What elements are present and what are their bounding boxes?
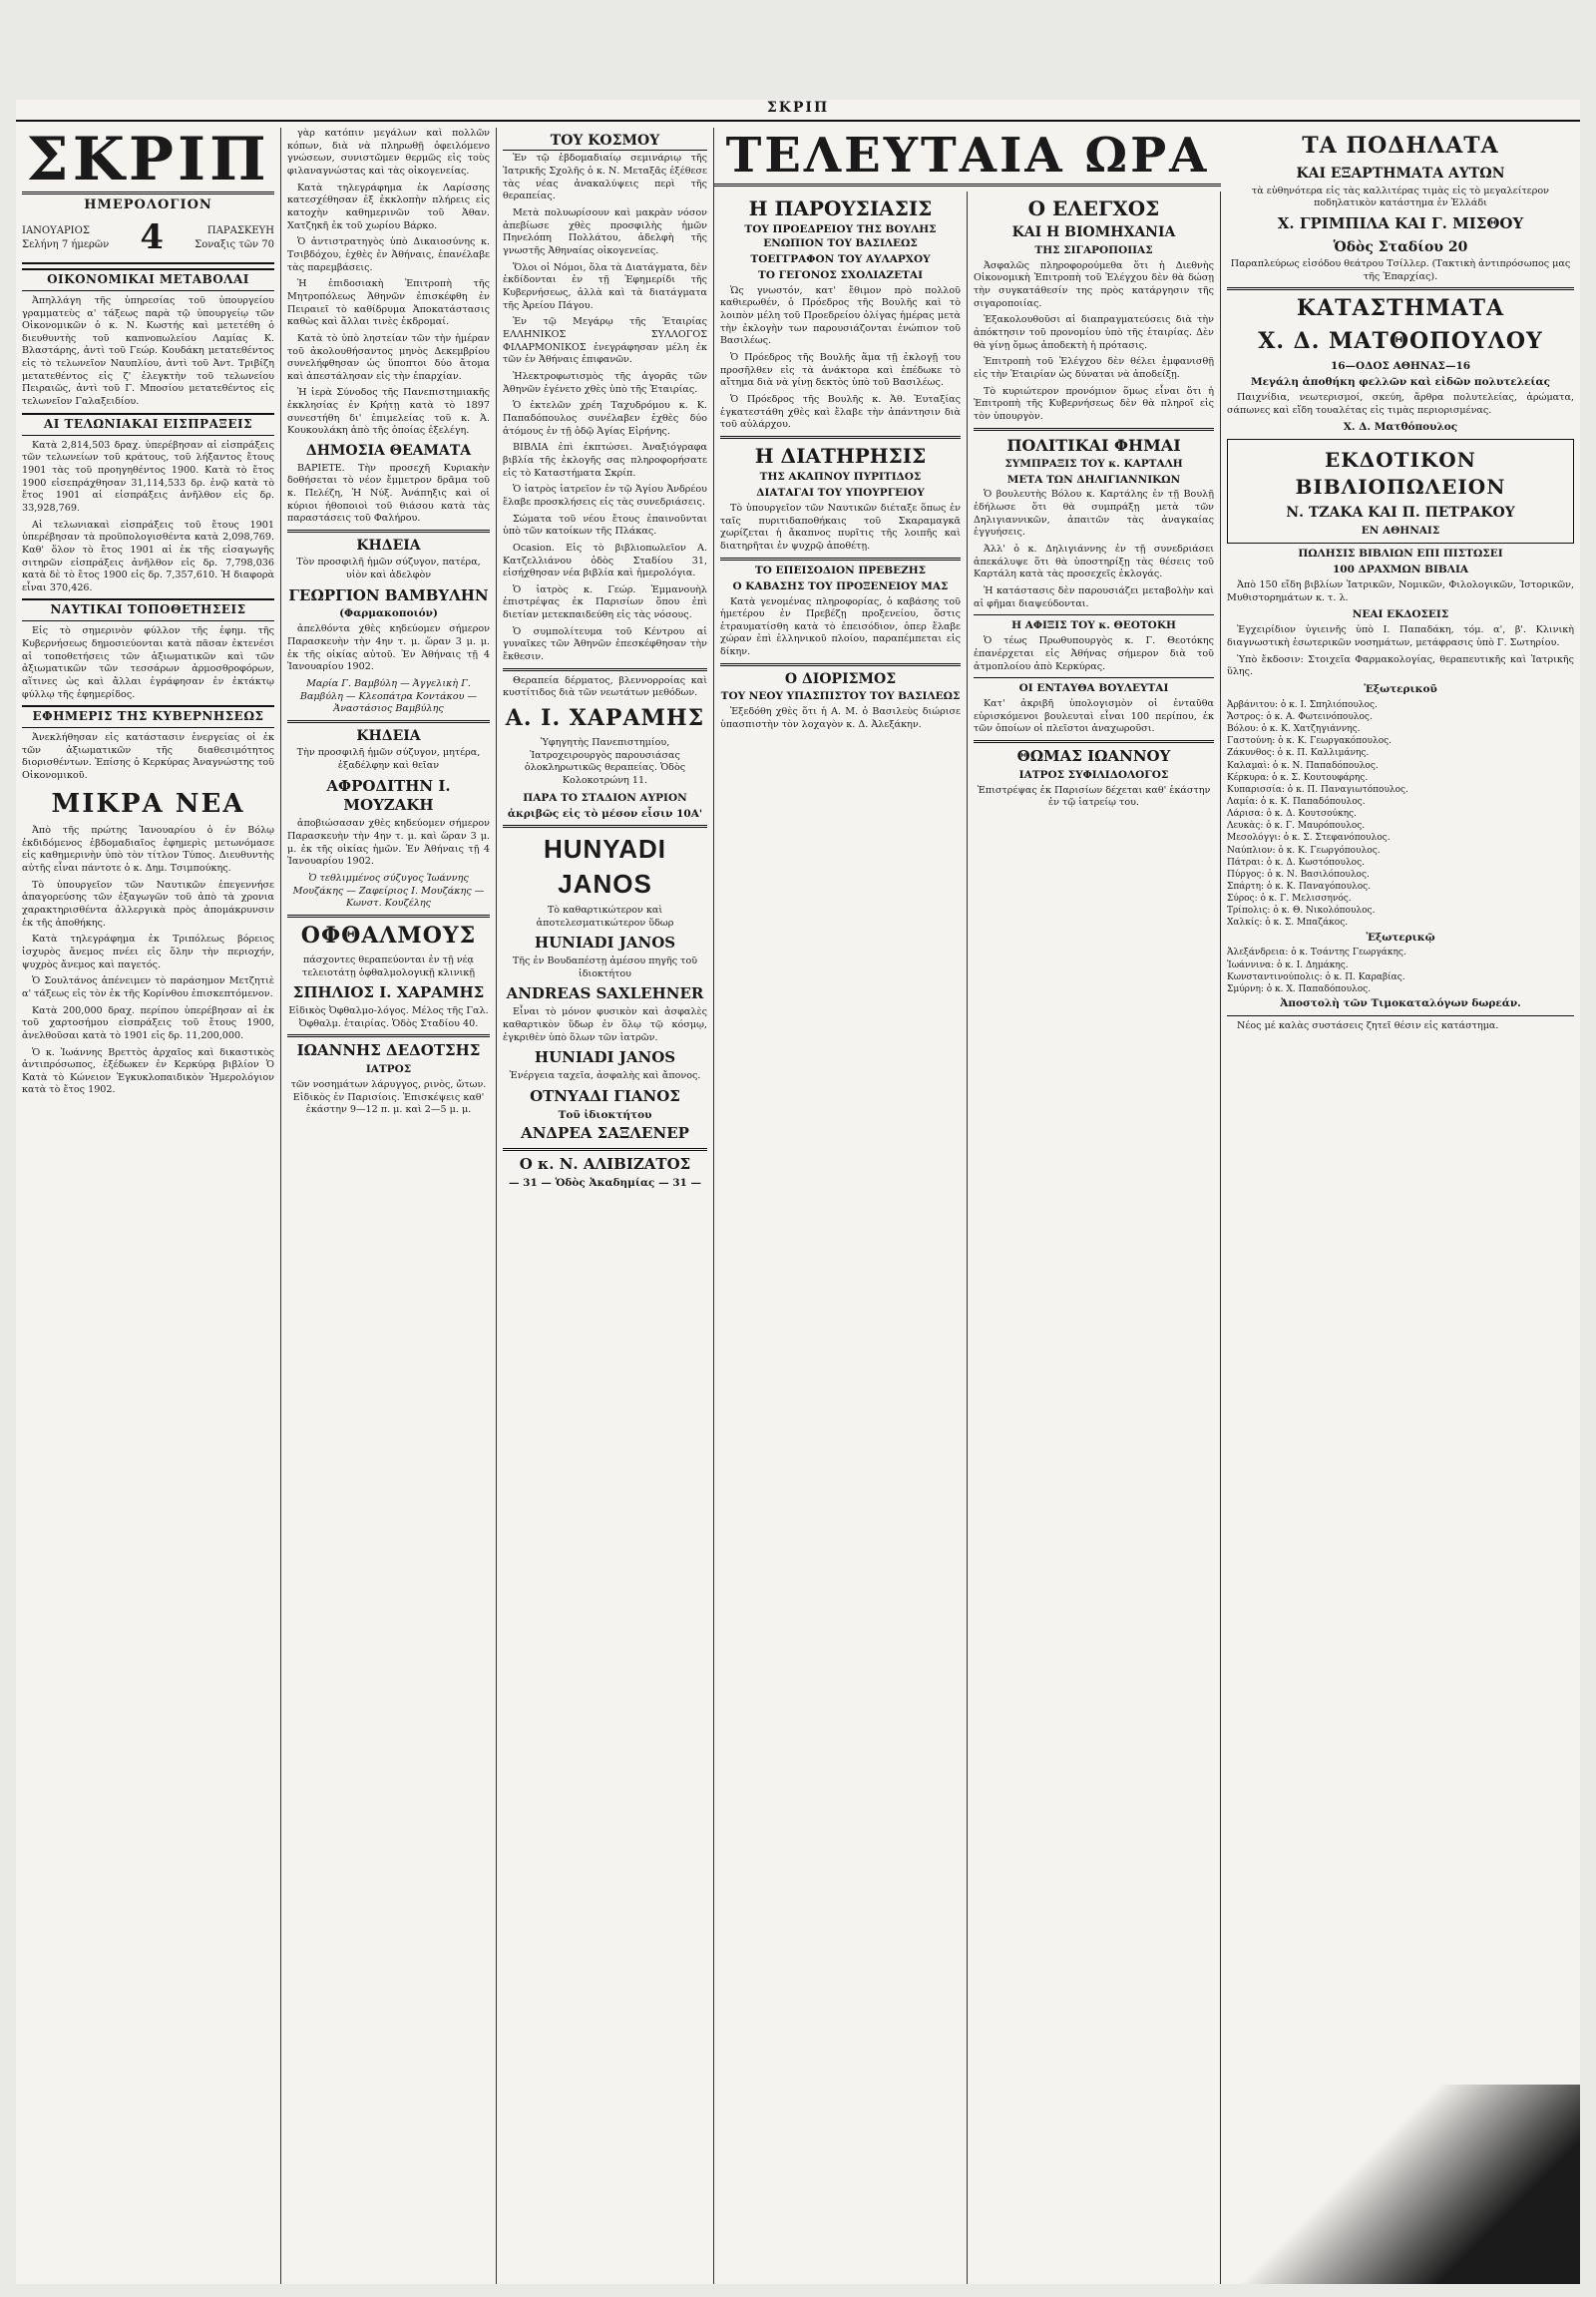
ad-name: ΙΩΑΝΝΗΣ ΔΕΔΟΤΣΗΣ: [296, 1041, 481, 1060]
ad-address: Ὁδὸς Σταδίου 20: [1333, 238, 1468, 255]
list-item: Χαλκίς: ὁ κ. Σ. Μπαζάκος.: [1227, 918, 1349, 929]
funeral-family: Μαρία Γ. Βαμβύλη — Ἀγγελικὴ Γ. Βαμβύλη — Κλεοπάτρα Κοντάκου — Ἀναστάσιος Βαμβύλης: [299, 677, 478, 715]
section-heading-large: ΜΙΚΡΑ ΝΕΑ: [51, 788, 245, 819]
article-paragraph: Ocasion. Εἰς τὸ βιβλιοπωλεῖον Α. Κατζελλιάνου ὁδὸς Σταδίου 31, εἰσήχθησαν νέα βιβλία καὶ ἡμερολόγια.: [503, 542, 707, 579]
ad-subtitle: Μεγάλη ἀποθήκη φελλῶν καὶ εἰδῶν πολυτελείας: [1251, 376, 1550, 389]
article-paragraph: Ἡ κατάστασις δὲν παρουσιάζει μεταβολὴν καὶ αἱ φῆμαι διαψεύδονται.: [974, 585, 1214, 609]
article-paragraph: Ἐξακολουθοῦσι αἱ διαπραγματεύσεις διὰ τὴν ἀπόκτησιν τοῦ προνομίου ὑπὸ τῆς ἑταιρίας. Δὲν θὰ γίνῃ ὅμως ἀποδεκτὴ ἡ πρότασις.: [974, 314, 1214, 351]
ad-address: — 31 — Ὁδὸς Ἀκαδημίας — 31 —: [509, 1176, 701, 1189]
ad-text: τὰ εὐθηνότερα εἰς τὰς καλλιτέρας τιμὰς εἰς τὸ μεγαλείτερον ποδηλατικὸν κατάστημα ἐν Ἑλλάδι: [1251, 185, 1550, 209]
calendar-month: ΙΑΝΟΥΑΡΙΟΣ: [22, 225, 90, 237]
ad-heading: ΕΚΔΟΤΙΚΟΝ ΒΙΒΛΙΟΠΩΛΕΙΟΝ: [1295, 448, 1506, 499]
article-paragraph: Κατὰ τηλεγράφημα ἐκ Λαρίσσης κατεσχέθησαν ἐξ ἐκκλοπὴν πλήρεις εἰς κατοχὴν καθημερινῶν τοῦ Ἀθαν. Χατζηκῆ ἐκ τοῦ χωρίου Βάρκο.: [287, 182, 490, 231]
list-item: Βόλου: ὁ κ. Κ. Χατζηγιάννης.: [1227, 724, 1361, 735]
article-paragraph: Ὁ ἰατρὸς ἰατρεῖον ἐν τῷ Ἁγίου Ἀνδρέου ἔλαβε προσκλήσεις εἰς τὰς συνεδριάσεις.: [503, 484, 707, 508]
calendar-row: [22, 213, 274, 264]
ad-subheading: ΠΩΛΗΣΙΣ ΒΙΒΛΙΩΝ ΕΠΙ ΠΙΣΤΩΣΕΙ: [1298, 548, 1503, 561]
article-paragraph: Ἀπὸ τῆς πρώτης Ἰανουαρίου ὁ ἐν Βόλῳ ἐκδιδόμενος ἐβδομαδιαῖος ἐφημερὶς μετωνόμασε εἰς καθημερινὴν ὑπὸ τὸν τίτλον Τύπος. Διευθυντὴς αὐτῆς εἶναι πάντοτε ὁ κ. Δημ. Τσιμπούκης.: [22, 825, 274, 874]
scan-shadow: [1211, 2085, 1580, 2284]
article-paragraph: Ὁ Πρόεδρος τῆς Βουλῆς κ. Ἀθ. Ἐυταξίας ἐγκατεστάθη χθὲς καὶ ἔλαβε τὴν ἀπάντησιν διὰ τοῦ αὐλάρχου.: [720, 394, 961, 431]
column-6: [1221, 128, 1580, 2284]
list-item: Πάτραι: ὁ κ. Δ. Κωστόπουλος.: [1227, 857, 1365, 868]
article-paragraph: Ὁ ἀντιστρατηγὸς ὑπὸ Δικαιοσύνης κ. Τσιβδόχου, ἐχθὲς ἐν Ἀθήναις, ἐπανέλαβε τὰς παρεμβάσεις.: [287, 236, 490, 273]
list-item: Λάρισα: ὁ κ. Δ. Κουτσούκης.: [1227, 809, 1357, 820]
ad-name: ΟΤΝΥΑΔΙ ΓΙΑΝΟΣ: [530, 1086, 680, 1105]
ad-address: 16—ΟΔΟΣ ΑΘΗΝΑΣ—16: [1330, 360, 1471, 373]
ad-subheading: ΚΑΙ ΕΞΑΡΤΗΜΑΤΑ ΑΥΤΩΝ: [1296, 166, 1505, 183]
list-item: Κωνσταντινούπολις: ὁ κ. Π. Καραβίας.: [1227, 971, 1405, 982]
funeral-text: ἀποβιώσασαν χθὲς κηδεύομεν σήμερον Παρασκευὴν τὴν 4ην τ. μ. καὶ ὥραν 3 μ. μ. ἐκ τῆς οἰκίας ἡμῶν. Ἐν Ἀθήναις τῇ 4 Ἰανουαρίου 1902.: [287, 818, 490, 868]
column-5: [968, 191, 1221, 2284]
ad-name: Α. Ι. ΧΑΡΑΜΗΣ: [505, 705, 705, 732]
ad-subtitle: Τοῦ ἰδιοκτήτου: [558, 1108, 652, 1121]
ad-subtitle: ΙΑΤΡΟΣ ΣΥΦΙΛΙΔΟΛΟΓΟΣ: [1018, 768, 1169, 781]
section-subheading: ΤΗΣ ΣΙΓΑΡΟΠΟΙΙΑΣ: [1034, 243, 1153, 256]
ad-subheading: 100 ΔΡΑΧΜΩΝ ΒΙΒΛΙΑ: [1333, 564, 1468, 576]
article-paragraph: γὰρ κατόπιν μεγάλων καὶ πολλῶν κόπων, διὰ νὰ πληρωθῇ ὀφειλόμενο γνώσεων, συνιστῶμεν θερμῶς εἰς τοὺς φιλαναγνώστας καὶ τὰς οἰκογενείας.: [287, 128, 490, 177]
list-item: Λαμία: ὁ κ. Κ. Παπαδόπουλος.: [1227, 796, 1366, 807]
ad-name: Ν. ΤΖΑΚΑ ΚΑΙ Π. ΠΕΤΡΑΚΟΥ: [1286, 505, 1515, 522]
article-paragraph: Ἀπηλλάγη τῆς ὑπηρεσίας τοῦ ὑπουργείου γραμματεὺς α' τάξεως παρὰ τῷ ὑπουργείῳ τῶν Οἰκονομικῶν ὁ κ. Ν. Κωστής καὶ μετετέθη ὁ διευθυντὴς τοῦ καπνοπωλείου Λαμίας Κ. Βλαστάρης, ἀντὶ τοῦ Γεώρ. Κουδάκη μετατεθέντος εἰς τὸ τελωνεῖον Ναυπλίου, ἀντὶ τοῦ Ἀντ. Τριβίζη μετατεθέντος εἰς ζ' ἐλεγκτὴν τοῦ τελωνείου Πειραιῶς, ἀντὶ τοῦ Γ. Μποσίου μετατεθέντος εἰς τελωνεῖον Γαλαξειδίου.: [22, 294, 274, 408]
section-subheading: Ο ΚΑΒΑΣΗΣ ΤΟΥ ΠΡΟΞΕΝΕΙΟΥ ΜΑΣ: [732, 579, 949, 592]
list-item: Πύργος: ὁ κ. Ν. Βασιλόπουλος.: [1227, 869, 1370, 880]
ad-text: πάσχοντες θεραπεύονται ἐν τῇ νέᾳ τελειοτάτῃ ὀφθαλμολογικῇ κλινικῇ: [302, 954, 475, 978]
funeral-name: ΑΦΡΟΔΙΤΗΝ Ι. ΜΟΥΖΑΚΗ: [326, 776, 451, 815]
ad-heading: HUNYADI JANOS: [543, 834, 667, 899]
agents-heading: Ἐξωτερικῷ: [1366, 931, 1435, 944]
article-paragraph: Εἰς τὸ σημερινὸν φύλλον τῆς ἐφημ. τῆς Κυβερνήσεως δημοσιεύονται κατὰ πᾶσαν ἐκτενέσι αἱ τοποθετήσεις τῶν ἀξιωματικῶν καὶ τῶν ἀξιωματικῶν τῶν τεσσάρων ἀρμοσθροφόρων, αἵτινες ὡς καὶ ἄλλαι ἐγράφησαν ἐν ἐκτάκτῳ φύλλῳ τῆς ἐφημερίδος.: [22, 625, 274, 700]
list-item: Σύρος: ὁ κ. Γ. Μελισσηνός.: [1227, 894, 1352, 905]
agents-heading: Ἐξωτερικοῦ: [1364, 682, 1437, 695]
article-paragraph: Ὅλοι οἱ Νόμοι, ὅλα τὰ Διατάγματα, δὲν ἐκδίδονται ἐν τῇ Ἐφημερίδι τῆς Κυβερνήσεως, ἀλλὰ καὶ τὰ διατάγματα τῆς Ἀρείου Πάγου.: [503, 261, 707, 311]
ad-text: Παραπλεύρως εἰσόδου θεάτρου Τσίλλερ. (Τακτικὴ ἀντιπρόσωπος μας τῆς Ἐπαρχίας).: [1230, 258, 1571, 282]
section-subheading: ΚΑΙ Η ΒΙΟΜΗΧΑΝΙΑ: [1011, 224, 1176, 241]
article-paragraph: Ἠλεκτροφωτισμὸς τῆς ἀγορᾶς τῶν Ἀθηνῶν ἐγένετο χθὲς ὑπὸ τῆς Ἑταιρίας.: [503, 370, 707, 395]
list-item: Ἰωάννινα: ὁ κ. Ι. Δημάκης.: [1227, 959, 1349, 970]
article-paragraph: Ἐν τῷ ἑβδομαδιαίῳ σεμινάριῳ τῆς Ἰατρικῆς Σχολῆς ὁ κ. Ν. Μεταξᾶς ἐξέθεσε τὰς νέας ἀνακαλύψεις περὶ τῆς θεραπείας.: [503, 153, 707, 202]
ad-heading: ΤΑ ΠΟΔΗΛΑΤΑ: [1302, 133, 1499, 159]
article-paragraph: Κατὰ γενομένας πληροφορίας, ὁ καβάσης τοῦ ἡμετέρου ἐν Πρεβέζῃ προξενείου, ὅστις ἐτραυματίσθη κατὰ τὸ ἐπεισόδιον, ὁπερ ἔλαβε χώραν ἐπὶ ἑλληνικοῦ πλοίου, παραπέμπεται εἰς δίκην.: [720, 595, 961, 658]
article-paragraph: Ὡς γνωστόν, κατ' ἔθιμον πρὸ πολλοῦ καθιερωθέν, ὁ Πρόεδρος τῆς Βουλῆς καὶ τὸ λοιπὸν μέλη τοῦ Προεδρείου ὀλίγας ἡμέρας μετὰ τὴν ἐκλογὴν των παρουσιάζονται ἐνώπιον τοῦ Βασιλέως.: [720, 284, 961, 347]
article-paragraph: Σώματα τοῦ νέου ἔτους ἐπαινοῦνται ὑπὸ τῶν κατοίκων τῆς Πλάκας.: [503, 513, 707, 538]
funeral-heading: ΚΗΔΕΙΑ: [356, 537, 421, 554]
section-subheading: ΜΕΤΑ ΤΩΝ ΔΗΛΙΓΙΑΝΝΙΚΩΝ: [1006, 473, 1181, 486]
article-paragraph: Τὸ κυριώτερον προνόμιον ὅμως εἶναι ὅτι ἡ Ἐπιτροπὴ τῆς Κυβερνήσεως δὲν θὰ πληροῖ εἰς τὸν ὑπουργὸν.: [974, 385, 1214, 422]
list-item: Σμύρνη: ὁ κ. Χ. Παπαδόπουλος.: [1227, 983, 1372, 994]
teleftaia-ora-banner: ΤΕΛΕΥΤΑΙΑ ΩΡΑ: [714, 128, 1221, 187]
section-heading: ΝΑΥΤΙΚΑΙ ΤΟΠΟΘΕΤΗΣΕΙΣ: [22, 598, 274, 621]
section-heading: Ο ΕΛΕΓΧΟΣ: [1027, 196, 1160, 220]
ad-text: Εἶναι τὸ μόνον φυσικὸν καὶ ἀσφαλὲς καθαρτικὸν ὕδωρ ἐν ὅλῳ τῷ κόσμῳ, ἐγκριθὲν ὑπὸ ὅλων τῶν ἰατρῶν.: [503, 1006, 707, 1043]
article-paragraph: ΒΙΒΛΙΑ ἐπὶ ἐκπτώσει. Ἀναξιόγραφα βιβλία τῆς ἐκλογῆς σας πληροφορήσατε εἰς τὸ Καταστήματα Σκρίπ.: [503, 442, 707, 479]
ad-name: Χ. Δ. ΜΑΤΘΟΠΟΥΛΟΥ: [1258, 328, 1543, 355]
agents-list: [1227, 699, 1574, 930]
article-paragraph: Ἡ ἐπιδοσιακὴ Ἐπιτροπὴ τῆς Μητροπόλεως Ἀθηνῶν ἐπισκέφθη ἐν Πειραιεῖ τὸ καθίδρυμα Ἀποκατάστασις καθὼς καὶ ἄλλαι τινὲς ἐκδρομαί.: [287, 278, 490, 328]
list-item: Σπάρτη: ὁ κ. Κ. Παναγόπουλος.: [1227, 881, 1372, 892]
article-paragraph: Ὁ βουλευτὴς Βόλου κ. Καρτάλης ἐν τῇ Βουλῇ ἐδήλωσε ὅτι θὰ συμπράξῃ μετὰ τῶν Δηλιγιαννικῶν, ἀπαιτῶν τὰς ἀναγκαίας ἐγγυήσεις.: [974, 489, 1214, 539]
funeral-name: ΓΕΩΡΓΙΟΝ ΒΑΜΒΥΛΗΝ: [288, 585, 489, 604]
article-paragraph: Ἐπιτροπὴ τοῦ Ἐλέγχου δὲν θέλει ἐμφανισθῇ εἰς τὴν Ἐταιρίαν ὡς δύναται νὰ ἀποδείξῃ.: [974, 356, 1214, 380]
article-paragraph: Ὁ ἰατρὸς κ. Γεώρ. Ἐμμανουὴλ ἐπιστρέψας ἐκ Παρισίων ὅπου ἐπὶ διετίαν μετεκπαιδεύθη εἰς τὰς νόσους.: [503, 583, 707, 621]
section-heading: ΔΗΜΟΣΙΑ ΘΕΑΜΑΤΑ: [305, 443, 472, 460]
ad-name: ΣΠΗΛΙΟΣ Ι. ΧΑΡΑΜΗΣ: [292, 983, 485, 1002]
ad-text: Ἐπιστρέψας ἐκ Παρισίων δέχεται καθ' ἑκάστην ἐν τῷ ἰατρείῳ του.: [977, 784, 1211, 809]
ad-text: Ὑφηγητὴς Πανεπιστημίου, Ἰατροχειρουργὸς παρουσιάσας ὁλοκληρωτικῶς θεραπείας. Ὁδὸς Κολοκοτρώνη 11.: [524, 737, 686, 787]
ad-footer: Ἀποστολὴ τῶν Τιμοκαταλόγων δωρεάν.: [1280, 996, 1521, 1009]
ad-text: Ἐνέργεια ταχεῖα, ἀσφαλὴς καὶ ἄπονος.: [509, 1070, 701, 1082]
section-heading: Η ΠΑΡΟΥΣΙΑΣΙΣ: [748, 196, 933, 220]
ad-note: ΠΑΡΑ ΤΟ ΣΤΑΔΙΟΝ ΑΥΡΙΟΝ: [523, 791, 687, 804]
ad-note: ἀκριβῶς εἰς τὸ μέσον εἶσιν 10Α': [507, 807, 703, 820]
list-item: Λευκὰς: ὁ κ. Γ. Μαυρόπουλος.: [1227, 821, 1366, 832]
ad-heading: ΟΦΘΑΛΜΟΥΣ: [300, 922, 477, 949]
ad-signature: Χ. Δ. Ματθόπουλος: [1343, 421, 1458, 434]
list-item: Ἀρβάνιτου: ὁ κ. Ι. Σπηλιόπουλος.: [1227, 699, 1378, 710]
calendar-title: ΗΜΕΡΟΛΟΓΙΟΝ: [84, 197, 212, 212]
agents-list: [1227, 947, 1574, 995]
section-subheading: ΤΗΣ ΑΚΑΠΝΟΥ ΠΥΡΙΤΙΔΟΣ: [759, 471, 922, 484]
ad-name: HUNIADI JANOS: [534, 934, 676, 953]
calendar-note: Σοναξις τῶν 70: [195, 238, 274, 250]
section-subheading: ΤΟΕΓΓΡΑΦΟΝ ΤΟΥ ΑΥΛΑΡΧΟΥ: [750, 253, 931, 266]
article-paragraph: Ὁ ἐκτελῶν χρέη Ταχυδρόμου κ. Κ. Παπαδόπουλος συνέλαβεν ἐχθὲς δύο ἀτόμους ἐν τῇ ὁδῷ Ἁγίας Εἰρήνης.: [503, 400, 707, 437]
article-paragraph: Ἀσφαλῶς πληροφορούμεθα ὅτι ἡ Διεθνὴς Οἰκονομικὴ Ἐπιτροπὴ τοῦ Ἐλέγχου δὲν θὰ δώσῃ τὴν συγκατάθεσίν της πρὸς κατάργησιν τῆς σιγαροποιίας.: [974, 259, 1214, 309]
ad-name: ΑΝΔΡΕΑ ΣΑΞΛΕΝΕΡ: [521, 1124, 689, 1143]
article-paragraph: Κατ' ἀκριβῆ ὑπολογισμὸν οἱ ἐνταῦθα εὑρισκόμενοι βουλευταὶ εἶναι 100 περίπου, ἐκ τῶν ὁποίων οἱ πλεῖστοι ἀναχωροῦσι.: [974, 698, 1214, 735]
section-heading: ΠΟΛΙΤΙΚΑΙ ΦΗΜΑΙ: [1006, 435, 1181, 455]
ad-text: Ὑπὸ ἔκδοσιν: Στοιχεῖα Φαρμακολογίας, θεραπευτικῆς καὶ Ἰατρικῆς ὕλης.: [1227, 653, 1574, 678]
article-paragraph: Ὁ Σουλτάνος ἀπένειμεν τὸ παράσημον Μετζητιὲ α' τάξεως εἰς τὸν ἐκ τῆς Κορίνθου ἐπισκεπτόμενον.: [22, 975, 274, 999]
list-item: Ἀλεξάνδρεια: ὁ κ. Τσάντης Γεωργάκης.: [1227, 948, 1406, 958]
article-paragraph: ΒΑΡΙΕΤΕ. Τὴν προσεχῆ Κυριακὴν δοθήσεται τὸ νέον ἔμμετρον δρᾶμα τοῦ κ. Πελέζη, Ἡ Νύξ. Ἀνάπηξις καὶ οἱ κύριοι ἠθοποιοὶ τοῦ θιάσου κατὰ τὰς παραστάσεις τοῦ Φαλήρου.: [287, 462, 490, 525]
ad-location: ΕΝ ΑΘΗΝΑΙΣ: [1361, 524, 1440, 537]
article-paragraph: Ἐν τῷ Μεγάρῳ τῆς Ἑταιρίας ΕΛΛΗΝΙΚΟΣ ΣΥΛΛΟΓΟΣ ΦΙΛΑΡΜΟΝΙΚΟΣ ἐνεγράφησαν μέλη ἐκ τῶν ἐν Ἀθήναις ἐπιφανῶν.: [503, 316, 707, 366]
list-item: Ναύπλιον: ὁ κ. Κ. Γεωργόπουλος.: [1227, 845, 1381, 856]
list-item: Ἄστρος: ὁ κ. Α. Φωτεινόπουλος.: [1227, 711, 1373, 722]
ad-name: ANDREAS SAXLEHNER: [506, 984, 704, 1003]
article-paragraph: Ὁ τέως Πρωθυπουργὸς κ. Γ. Θεοτόκης ἐπανέρχεται εἰς Ἀθήνας σήμερον διὰ τοῦ ἀτμοπλοίου ἀπὸ Κερκύρας.: [974, 635, 1214, 672]
newspaper-page: [16, 100, 1580, 2284]
running-header: [16, 100, 1580, 122]
column-4: [714, 191, 968, 2284]
section-subheading: ΣΥΜΠΡΑΞΙΣ ΤΟΥ κ. ΚΑΡΤΑΛΗ: [1004, 457, 1183, 470]
section-heading: ΑΙ ΤΕΛΩΝΙΑΚΑΙ ΕΙΣΠΡΑΞΕΙΣ: [22, 413, 274, 436]
ad-subheading: ΝΕΑΙ ΕΚΔΟΣΕΙΣ: [1352, 608, 1449, 621]
calendar-weekday: ΠΑΡΑΣΚΕΥΗ: [206, 225, 274, 237]
article-paragraph: Ὁ κ. Ἰωάννης Βρεττὸς ἀρχαῖος καὶ δικαστικὸς ἀντιπρόσωπος, ἐξέδωκεν ἐν Κερκύρᾳ βιβλίον Ὁ Κατὰ τὸ Κώνειον Ἐγκυκλοπαιδικὸν Ἡμερολόγιον κατὰ τὸ ἔτος 1902.: [22, 1046, 274, 1096]
column-3: [497, 128, 714, 2284]
article-paragraph: Ὁ συμπολίτευμα τοῦ Κέντρου αἱ γυναῖκες τῶν Ἀθηνῶν ἐπεσκέφθησαν τὴν ἔκθεσιν.: [503, 625, 707, 663]
section-heading: ΤΟΥ ΚΟΣΜΟΥ: [503, 132, 707, 151]
ad-subtitle: ΙΑΤΡΟΣ: [365, 1063, 412, 1076]
article-paragraph: Ἡ ἱερὰ Σύνοδος τῆς Πανεπιστημιακῆς ἐκκλησίας ἐν Κρήτῃ κατὰ τὸ 1897 συνεστήθη δι' ἐπιμελείας τοῦ κ. Ἀ. Κουκουλάκη ἀπὸ τῆς ὁποίας ἐξελέγη.: [287, 387, 490, 437]
column-2: [281, 128, 497, 2284]
list-item: Κυπαρισσία: ὁ κ. Π. Παναγιωτόπουλος.: [1227, 784, 1408, 795]
section-heading: ΟΙ ΕΝΤΑΥΘΑ ΒΟΥΛΕΥΤΑΙ: [1018, 682, 1169, 695]
article-paragraph: Κατὰ 2,814,503 δραχ. ὑπερέβησαν αἱ εἰσπράξεις τῶν τελωνείων τοῦ κράτους, τοῦ λήξαντος ἔτους 1901 τὰς τοῦ προηγηθέντος 1900. Κατὰ τὸ ἔτος 1900 εἰσεπράχθησαν 31,114,533 δρ. ἐνῷ κατὰ τὸ ἔτος 1901 αἱ εἰσπράξεις ἀνῆλθον εἰς δρ. 33,928,769.: [22, 439, 274, 514]
funeral-text: Τὸν προσφιλῆ ἡμῶν σύζυγον, πατέρα, υἱὸν καὶ ἀδελφὸν: [296, 557, 481, 580]
section-subheading: ΤΟΥ ΝΕΟΥ ΥΠΑΣΠΙΣΤΟΥ ΤΟΥ ΒΑΣΙΛΕΩΣ: [720, 690, 961, 703]
column-1: [16, 128, 281, 2284]
ad-heading: ΚΑΤΑΣΤΗΜΑΤΑ: [1296, 295, 1505, 322]
article-paragraph: Ἀλλ' ὁ κ. Δηλιγιάννης ἐν τῇ συνεδριάσει ἀπεκάλυψε ὅτι θὰ ὑποστηρίξῃ τὰς θέσεις τοῦ Καρτάλη κατὰ τὰς προσεχεῖς ἐκλογάς.: [974, 544, 1214, 580]
ad-text: Ἐγχειρίδιον ὑγιεινῆς ὑπὸ Ι. Παπαδάκη, τόμ. α', β'. Κλινικὴ διαγνωστικὴ ἐσωτερικῶν νοσημάτων, μετάφρασις ὑπὸ Γ. Σωτηρίου.: [1227, 624, 1574, 648]
section-heading: ΟΙΚΟΝΟΜΙΚΑΙ ΜΕΤΑΒΟΛΑΙ: [22, 268, 274, 291]
ad-name: HUNIADI JANOS: [534, 1048, 676, 1067]
list-item: Μεσολόγγι: ὁ κ. Σ. Στεφανόπουλος.: [1227, 833, 1391, 844]
section-heading: ΕΦΗΜΕΡΙΣ ΤΗΣ ΚΥΒΕΡΝΗΣΕΩΣ: [22, 705, 274, 728]
article-paragraph: Μετὰ πολυωρίσουν καὶ μακρὰν νόσον ἀπεβίωσε χθὲς προσφιλὴς ἡμῶν Πηνελόπη Πολλάτου, ἀδελφὴ τῆς γνωστῆς Ἀθηναίας οἰκογενείας.: [503, 207, 707, 257]
article-paragraph: Τὸ ὑπουργεῖον τῶν Ναυτικῶν διέταξε ὅπως ἐν ταῖς πυριτιδαποθήκαις τοῦ Σκαραμαγκᾶ χωρίζεται ἡ ἄκαπνος πυρῖτις τῆς λοιπῆς καὶ διατηρῆται ἐν ψυχρῷ ἀποθέτῃ.: [720, 503, 961, 553]
article-paragraph: Κατὰ τὸ ὑπὸ ληστείαν τῶν τὴν ἡμέραν τοῦ ἀκολουθήσαντος μηνὸς Δεκεμβρίου συνελήφθησαν ὡς ὕποπτοι δύο ἄτομα καὶ ἀπεστάλησαν εἰς τὴν ἐπαρχίαν.: [287, 332, 490, 382]
article-paragraph: Αἱ τελωνιακαὶ εἰσπράξεις τοῦ ἔτους 1901 ὑπερέβησαν τὰ προϋπολογισθέντα κατὰ 2,098,769. Καθ' ὅλον τὸ ἔτος 1901 αἱ ἐκ τῆς εἰσαγωγῆς σιτηρῶν εἰσπράξεις ἀνῆλθον εἰς δρ. 7,798,036 κατὰ δὲ τὸ ἔτος 1900 εἰς δρ. 7,357,610. Ἡ διαφορὰ εἶναι 370,426.: [22, 519, 274, 593]
list-item: Καλαμαὶ: ὁ κ. Ν. Παπαδόπουλος.: [1227, 760, 1379, 771]
article-paragraph: Τὸ ὑπουργεῖον τῶν Ναυτικῶν ἐπεγεννήσε ἀπαγορεύσης τῶν ἐξαγωγῶν τοῦ ἀπὸ τὰ χρονια χαρακτηρισθέντα ἀλλεργικὰ πρὸς ἀπομάκρυνσιν ἐκ τῆς ἀποθήκης.: [22, 879, 274, 929]
ad-text: Παιχνίδια, νεωτερισμοί, σκεύη, ἄρθρα πολυτελείας, ἀρώματα, σάπωνες καὶ εἴδη τουαλέτας εἰς τιμὰς περιορισμένας.: [1227, 392, 1574, 416]
section-heading: Η ΔΙΑΤΗΡΗΣΙΣ: [754, 444, 927, 469]
article-paragraph: Κατὰ τηλεγράφημα ἐκ Τριπόλεως βόρειος ἰσχυρὸς ἄνεμος πνέει εἰς ὅλην τὴν περιοχήν, ψυχρὸς ἄνεμος καὶ παγετός.: [22, 934, 274, 970]
ad-text: Εἰδικὸς Ὀφθαλμο-λόγος. Μέλος τῆς Γαλ. Ὀφθαλμ. ἑταιρίας. Ὁδὸς Σταδίου 40.: [288, 1004, 489, 1029]
calendar-moon: Σελήνη 7 ήμερῶν: [22, 238, 110, 250]
ad-name: ΘΩΜΑΣ ΙΩΑΝΝΟΥ: [1016, 746, 1171, 765]
article-paragraph: Ἐξεδόθη χθὲς ὅτι ἡ Α. Μ. ὁ Βασιλεὺς διώρισε ὑπασπιστὴν τὸν λοχαγὸν κ. Δ. Ἀλεξάκην.: [720, 706, 961, 730]
calendar-day: 4: [140, 217, 164, 258]
list-item: Γαστούνη: ὁ κ. Κ. Γεωργακόπουλος.: [1227, 736, 1393, 747]
ad-name: Χ. ΓΡΙΜΠΙΛΑ ΚΑΙ Γ. ΜΙΣΘΟΥ: [1277, 213, 1524, 232]
funeral-text: ἀπελθόντα χθὲς κηδεύομεν σήμερον Παρασκευὴν τὴν 4ην τ. μ. ὥραν 3 μ. μ. ἐκ τῆς οἰκίας αὐτοῦ. Ἐν Ἀθήναις τῇ 4 Ἰανουαρίου 1902.: [287, 623, 490, 673]
funeral-family: Ὁ τεθλιμμένος σύζυγος Ἰωάννης Μουζάκης — Ζαφείριος Ι. Μουζάκης — Κωνστ. Κουζέλης: [292, 872, 485, 910]
section-subheading: ΔΙΑΤΑΓΑΙ ΤΟΥ ΥΠΟΥΡΓΕΙΟΥ: [756, 487, 925, 500]
section-subheading: ΤΟ ΓΕΓΟΝΟΣ ΣΧΟΛΙΑΖΕΤΑΙ: [758, 268, 923, 281]
ad-text: τῶν νοσημάτων λάρυγγος, ρινὸς, ὤτων. Εἰδικὸς ἐν Παρισίοις. Ἐπισκέψεις καθ' ἑκάστην 9—12 π. μ. καὶ 2—5 μ. μ.: [290, 1078, 487, 1116]
ad-text: Τὸ καθαρτικώτερον καὶ ἀποτελεσματικώτερον ὕδωρ: [536, 905, 674, 929]
bookshop-ad: [1227, 439, 1574, 544]
list-item: Ζάκυνθος: ὁ κ. Π. Καλλιμάνης.: [1227, 748, 1370, 759]
running-title: ΣΚΡΙΠ: [766, 100, 830, 116]
section-heading: Η ΑΦΙΞΙΣ ΤΟΥ κ. ΘΕΟΤΟΚΗ: [1011, 619, 1176, 632]
article-paragraph: Ὁ Πρόεδρος τῆς Βουλῆς ἅμα τῇ ἐκλογῇ του προσῆλθεν εἰς τὰ ἀνάκτορα καὶ ἐπέδωκε τὸ αἴτημα διὰ νὰ γίνῃ δεκτὸς ὑπὸ τοῦ Βασιλέως.: [720, 352, 961, 389]
ad-text: Τῆς ἐν Βουδαπέστῃ ἀμέσου πηγῆς τοῦ ἰδιοκτήτου: [512, 956, 698, 979]
funeral-subtitle: (Φαρμακοποιόν): [339, 607, 438, 620]
article-paragraph: Κατὰ 200,000 δραχ. περίπου ὑπερέβησαν αἱ ἐκ τοῦ χαρτοσήμου εἰσπράξεις τοῦ ἔτους 1900, ἀνελθοῦσαι κατὰ τὸ 1901 εἰς δρ. 11,200,000.: [22, 1004, 274, 1041]
section-subheading: ΤΟΥ ΠΡΟΕΔΡΕΙΟΥ ΤΗΣ ΒΟΥΛΗΣ ΕΝΩΠΙΟΝ ΤΟΥ ΒΑΣΙΛΕΩΣ: [744, 223, 937, 250]
section-heading: Ο ΔΙΟΡΙΣΜΟΣ: [784, 670, 897, 687]
newspaper-logo: ΣΚΡΙΠ: [22, 128, 274, 194]
ad-text: Νέος μέ καλὰς συστάσεις ζητεῖ θέσιν εἰς κατάστημα.: [1237, 1019, 1499, 1031]
section-heading: ΤΟ ΕΠΕΙΣΟΔΙΟΝ ΠΡΕΒΕΖΗΣ: [754, 564, 927, 576]
ad-text: Ἀπὸ 150 εἴδη βιβλίων Ἰατρικῶν, Νομικῶν, Φιλολογικῶν, Ἱστορικῶν, Μυθιστορημάτων κ. τ. λ.: [1227, 579, 1574, 603]
funeral-text: Τὴν προσφιλῆ ἡμῶν σύζυγον, μητέρα, ἐξαδέλφην καὶ θεῖαν: [296, 747, 481, 771]
ad-text: Θεραπεία δέρματος, βλεννορροίας καὶ κυστίτιδος διὰ τῶν νεωτάτων μεθόδων.: [503, 674, 707, 699]
list-item: Κέρκυρα: ὁ κ. Σ. Κουτουφάρης.: [1227, 772, 1369, 783]
list-item: Τρίπολις: ὁ κ. Θ. Νικολόπουλος.: [1227, 906, 1376, 917]
ad-name: Ο κ. Ν. ΑΛΙΒΙΖΑΤΟΣ: [519, 1155, 691, 1174]
funeral-heading: ΚΗΔΕΙΑ: [356, 727, 421, 744]
article-paragraph: Ἀνεκλήθησαν εἰς κατάστασιν ἐνεργείας οἱ ἐκ τῶν ἀξιωματικῶν τῆς διαθεσιμότητος διορισθέντων. Ἐπίσης ὁ Κερκύρας Ἀναγνώστης τοῦ Οἰκονομικοῦ.: [22, 732, 274, 782]
